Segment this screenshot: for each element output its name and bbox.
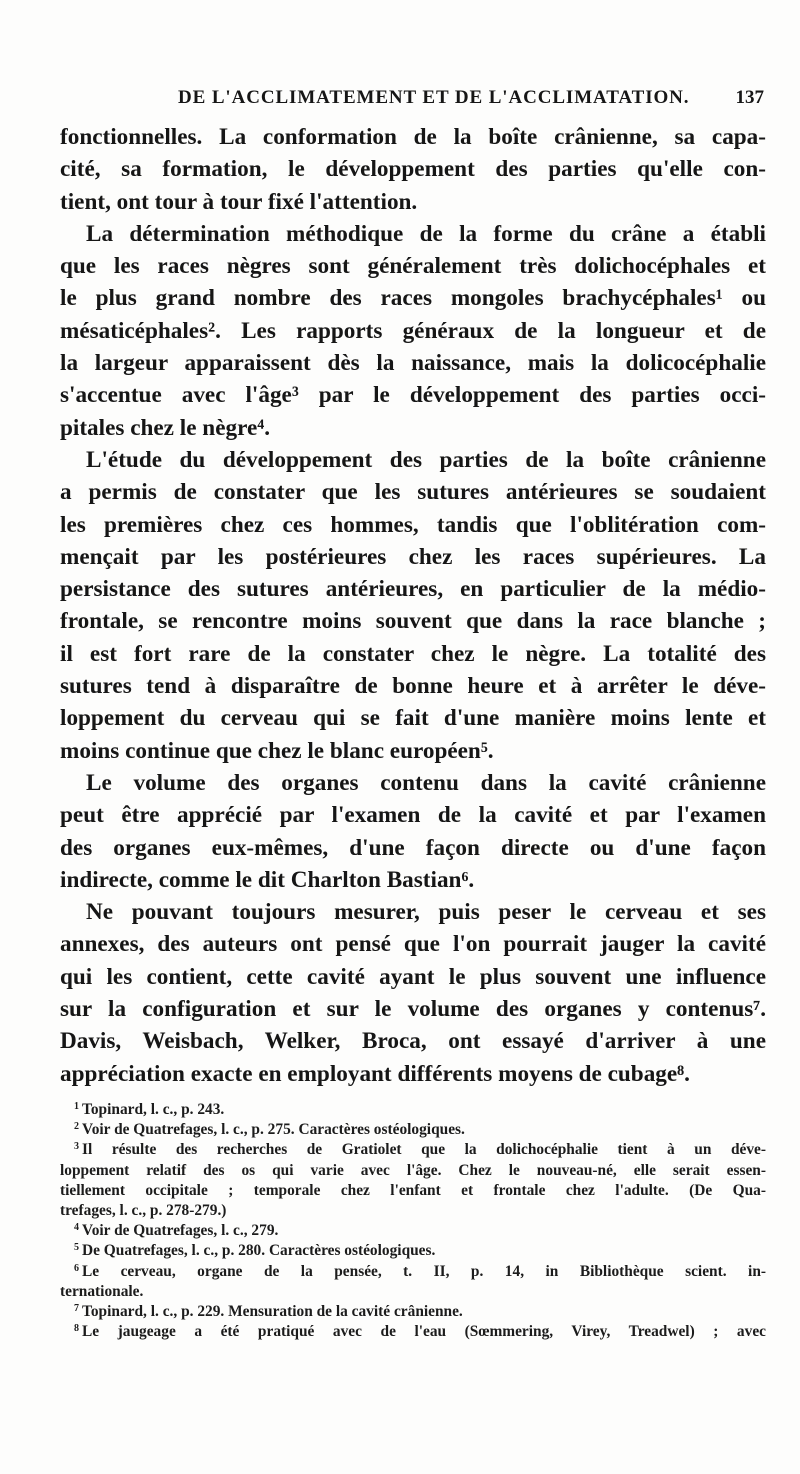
text-line: Le volume des organes contenu dans la cavité crânienne — [86, 769, 766, 796]
page-number: 137 — [735, 87, 764, 108]
text-line: Davis, Weisbach, Welker, Broca, ont essayé d'arriver à une — [60, 1028, 766, 1055]
footnote-mark: 3 — [74, 1141, 79, 1153]
footnote-7 — [60, 1302, 766, 1322]
text-line: persistance des sutures antérieures, en particulier de la médio- — [60, 576, 766, 603]
footnote-mark: 4 — [74, 1222, 79, 1234]
footnote-line: $^5$ De Quatrefages, l. c., p. 280. Caractères ostéologiques. — [74, 1242, 436, 1260]
footnotes — [60, 1100, 766, 1342]
text-line: s'accentue avec l'âge³ par le développement des parties occi- — [60, 382, 766, 409]
footnote-line: $^6$ Le cerveau, organe de la pensée, t. II, p. 14, in Bibliothèque scient. in- — [74, 1262, 766, 1280]
footnote-6 — [60, 1262, 766, 1302]
footnote-line: $^2$ Voir de Quatrefages, l. c., p. 275. Caractères ostéologiques. — [74, 1121, 465, 1139]
footnote-mark: 1 — [74, 1101, 79, 1112]
text-line: peut être apprécié par l'examen de la cavité et par l'examen — [60, 802, 766, 829]
text-line: frontale, se rencontre moins souvent que dans la race blanche ; — [60, 608, 766, 635]
text-line: fonctionnelles. La conformation de la boîte crânienne, sa capa- — [60, 124, 766, 150]
text-line: indirecte, comme le dit Charlton Bastian⁶. — [60, 866, 475, 893]
footnote-line: ternationale. — [60, 1282, 144, 1300]
footnote-mark: 7 — [74, 1302, 79, 1314]
paragraph — [60, 896, 766, 1090]
footnote-8 — [60, 1322, 766, 1342]
text-line: la largeur apparaissent dès la naissance, mais la dolicocéphalie — [60, 350, 766, 377]
text-line: appréciation exacte en employant différents moyens de cubage⁸. — [60, 1060, 690, 1087]
paragraph — [60, 121, 766, 218]
footnote-4 — [60, 1221, 766, 1241]
footnote-mark: 2 — [74, 1121, 79, 1133]
running-header — [178, 87, 764, 117]
text-line: L'étude du développement des parties de la boîte crânienne — [86, 446, 766, 473]
footnote-mark: 5 — [74, 1242, 79, 1254]
footnote-line: loppement relatif des os qui varie avec l'âge. Chez le nouveau-né, elle serait essen- — [60, 1161, 766, 1179]
footnote-line: $^3$ Il résulte des recherches de Gratiolet que la dolichocéphalie tient à un déve- — [74, 1141, 766, 1159]
text-line: les premières chez ces hommes, tandis que l'oblitération com- — [60, 511, 766, 538]
text-line: annexes, des auteurs ont pensé que l'on pourrait jauger la cavité — [60, 931, 766, 958]
paragraph — [60, 444, 766, 767]
text-line: sutures tend à disparaître de bonne heure et à arrêter le déve- — [60, 673, 766, 700]
footnote-line: $^1$ Topinard, l. c., p. 243. — [74, 1101, 225, 1118]
paragraph — [60, 767, 766, 896]
text-line: sur la configuration et sur le volume des organes y contenus⁷. — [60, 996, 766, 1023]
footnote-3 — [60, 1140, 766, 1221]
main-text — [60, 121, 766, 1090]
text-line: le plus grand nombre des races mongoles brachycéphales¹ ou — [60, 285, 766, 312]
text-line: des organes eux-mêmes, d'une façon directe ou d'une façon — [60, 834, 766, 861]
text-line: moins continue que chez le blanc européen⁵. — [60, 737, 494, 764]
text-line: a permis de constater que les sutures antérieures se soudaient — [60, 479, 766, 506]
text-line: mésaticéphales². Les rapports généraux de la longueur et de — [60, 317, 766, 344]
text-line: il est fort rare de la constater chez le nègre. La totalité des — [60, 640, 766, 667]
text-line: qui les contient, cette cavité ayant le plus souvent une influence — [60, 963, 766, 990]
footnote-line: tiellement occipitale ; temporale chez l'enfant et frontale chez l'adulte. (De Qua- — [60, 1181, 766, 1199]
footnote-line: trefages, l. c., p. 278-279.) — [60, 1201, 227, 1219]
footnote-line: $^4$ Voir de Quatrefages, l. c., 279. — [74, 1222, 279, 1240]
footnote-5 — [60, 1241, 766, 1261]
text-line: pitales chez le nègre⁴. — [60, 414, 271, 441]
paragraph — [60, 218, 766, 444]
footnote-line: $^8$ Le jaugeage a été pratiqué avec de l'eau (Sœmmering, Virey, Treadwel) ; avec — [74, 1323, 766, 1341]
footnote-2 — [60, 1120, 766, 1140]
text-line: tient, ont tour à tour fixé l'attention. — [60, 188, 418, 215]
text-line: que les races nègres sont généralement très dolichocéphales et — [60, 253, 766, 280]
footnote-mark: 6 — [74, 1262, 79, 1274]
footnote-mark: 8 — [74, 1323, 79, 1335]
running-title: DE L'ACCLIMATEMENT ET DE L'ACCLIMATATION. — [178, 87, 690, 108]
footnote-line: $^7$ Topinard, l. c., p. 229. Mensuration de la cavité crânienne. — [74, 1302, 463, 1320]
footnote-1 — [60, 1100, 766, 1120]
text-line: mençait par les postérieures chez les races supérieures. La — [60, 543, 766, 570]
text-line: La détermination méthodique de la forme du crâne a établi — [86, 220, 766, 247]
text-line: loppement du cerveau qui se fait d'une manière moins lente et — [60, 705, 766, 732]
text-line: cité, sa formation, le développement des parties qu'elle con- — [60, 156, 766, 183]
text-line: Ne pouvant toujours mesurer, puis peser le cerveau et ses — [86, 899, 766, 926]
